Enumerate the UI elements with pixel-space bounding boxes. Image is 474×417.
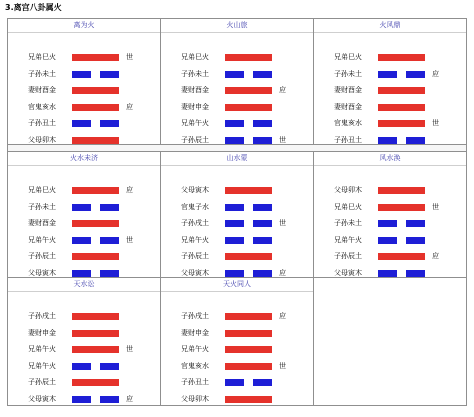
yao-label: 子孙戌土 bbox=[181, 219, 209, 227]
yao-line bbox=[161, 50, 313, 66]
yao-label: 兄弟巳火 bbox=[334, 53, 362, 61]
hexagram-title: 天火同人 bbox=[161, 278, 313, 292]
shi-ying-mark: 应 bbox=[279, 268, 286, 277]
shi-ying-mark: 世 bbox=[432, 202, 439, 211]
yao-line bbox=[161, 83, 313, 99]
yao-line bbox=[314, 100, 466, 116]
yin-line-bar-left bbox=[225, 237, 244, 244]
yao-line bbox=[314, 266, 466, 278]
yao-line bbox=[8, 375, 160, 391]
yao-label: 兄弟巳火 bbox=[334, 202, 362, 211]
yang-line-bar bbox=[225, 363, 272, 370]
yin-line-bar-left bbox=[72, 396, 91, 403]
hexagram-cell bbox=[161, 278, 314, 405]
yang-line-bar bbox=[72, 220, 119, 227]
hexagram-title: 火山旅 bbox=[161, 19, 313, 33]
yao-line bbox=[8, 392, 160, 406]
yao-label: 子孙辰土 bbox=[181, 252, 209, 260]
shi-ying-mark: 应 bbox=[279, 312, 286, 320]
yin-line-bar-right bbox=[253, 379, 272, 386]
yin-line-bar-left bbox=[72, 71, 91, 78]
yao-label: 子孙辰土 bbox=[181, 135, 209, 144]
yao-label: 官鬼亥水 bbox=[28, 102, 56, 111]
yao-line bbox=[8, 233, 160, 249]
yin-line-bar-right bbox=[406, 237, 425, 244]
yang-line-bar bbox=[225, 187, 272, 194]
yang-line-bar bbox=[378, 104, 425, 111]
yin-line-bar-left bbox=[72, 270, 91, 277]
yao-line bbox=[161, 249, 313, 265]
yao-label: 兄弟巳火 bbox=[28, 53, 56, 61]
yin-line-bar-right bbox=[253, 71, 272, 78]
yao-label: 父母寅木 bbox=[181, 268, 209, 277]
yin-line-bar-left bbox=[225, 270, 244, 277]
yang-line-bar bbox=[72, 253, 119, 260]
yao-line bbox=[8, 183, 160, 199]
yao-line bbox=[8, 309, 160, 325]
yin-line-bar-left bbox=[225, 120, 244, 127]
shi-ying-mark: 应 bbox=[432, 252, 439, 260]
yin-line-bar-right bbox=[406, 220, 425, 227]
hexagram-title: 风水涣 bbox=[314, 152, 466, 166]
shi-ying-mark: 应 bbox=[432, 69, 439, 78]
yao-line bbox=[161, 133, 313, 145]
yao-line bbox=[161, 359, 313, 375]
yao-label: 兄弟午火 bbox=[181, 119, 209, 127]
yang-line-bar bbox=[72, 137, 119, 144]
yao-line bbox=[8, 359, 160, 375]
shi-ying-mark: 应 bbox=[126, 394, 133, 403]
row-separator bbox=[8, 145, 466, 152]
hexagram-row-2 bbox=[8, 152, 466, 278]
yao-label: 官鬼亥水 bbox=[334, 119, 362, 127]
hexagram-title: 山水蒙 bbox=[161, 152, 313, 166]
yang-line-bar bbox=[378, 120, 425, 127]
yao-line bbox=[314, 233, 466, 249]
yao-line bbox=[314, 83, 466, 99]
yao-label: 子孙未土 bbox=[334, 219, 362, 227]
yao-label: 子孙丑土 bbox=[334, 135, 362, 144]
yao-label: 父母卯木 bbox=[28, 135, 56, 144]
yin-line-bar-right bbox=[253, 220, 272, 227]
yin-line-bar-right bbox=[253, 137, 272, 144]
yang-line-bar bbox=[225, 330, 272, 337]
yin-line-bar-right bbox=[100, 120, 119, 127]
yin-line-bar-right bbox=[100, 396, 119, 403]
page-title: 3.离宫八卦属火 bbox=[5, 3, 62, 12]
yang-line-bar bbox=[225, 313, 272, 320]
yao-line bbox=[8, 133, 160, 145]
yao-line bbox=[8, 249, 160, 265]
yao-label: 子孙丑土 bbox=[181, 378, 209, 386]
hexagram-row-1 bbox=[8, 19, 466, 145]
empty-cell bbox=[314, 278, 466, 405]
yin-line-bar-right bbox=[406, 137, 425, 144]
yin-line-bar-left bbox=[72, 363, 91, 370]
yang-line-bar bbox=[72, 330, 119, 337]
hexagram-grid bbox=[7, 18, 467, 406]
yin-line-bar-left bbox=[225, 379, 244, 386]
yao-line bbox=[161, 67, 313, 83]
hexagram-cell bbox=[314, 152, 466, 277]
yao-label: 妻财酉金 bbox=[28, 219, 56, 227]
yao-line bbox=[161, 183, 313, 199]
yin-line-bar-left bbox=[378, 237, 397, 244]
hexagram-cell bbox=[161, 152, 314, 277]
shi-ying-mark: 世 bbox=[279, 361, 286, 370]
yin-line-bar-left bbox=[378, 270, 397, 277]
shi-ying-mark: 应 bbox=[279, 86, 286, 94]
shi-ying-mark: 世 bbox=[279, 135, 286, 144]
yao-line bbox=[314, 249, 466, 265]
yao-line bbox=[314, 67, 466, 83]
yin-line-bar-left bbox=[225, 204, 244, 211]
yin-line-bar-right bbox=[100, 204, 119, 211]
yao-label: 兄弟午火 bbox=[334, 235, 362, 244]
yao-label: 子孙丑土 bbox=[28, 119, 56, 127]
yao-label: 兄弟午火 bbox=[28, 345, 56, 353]
yang-line-bar bbox=[225, 54, 272, 61]
yao-line bbox=[8, 116, 160, 132]
yao-line bbox=[161, 233, 313, 249]
shi-ying-mark: 应 bbox=[126, 102, 133, 111]
yang-line-bar bbox=[72, 346, 119, 353]
yang-line-bar bbox=[378, 204, 425, 211]
yao-line bbox=[314, 216, 466, 232]
hexagram-title: 天水讼 bbox=[8, 278, 160, 292]
yao-label: 妻财酉金 bbox=[28, 86, 56, 94]
yao-line bbox=[314, 200, 466, 216]
yin-line-bar-right bbox=[253, 237, 272, 244]
yao-label: 妻财酉金 bbox=[334, 86, 362, 94]
yao-label: 兄弟午火 bbox=[28, 361, 56, 370]
yao-line bbox=[314, 116, 466, 132]
yao-line bbox=[8, 200, 160, 216]
yao-line bbox=[161, 216, 313, 232]
shi-ying-mark: 世 bbox=[126, 345, 133, 353]
yao-label: 妻财酉金 bbox=[334, 102, 362, 111]
shi-ying-mark: 世 bbox=[432, 119, 439, 127]
yin-line-bar-right bbox=[253, 204, 272, 211]
yao-label: 子孙戌土 bbox=[28, 312, 56, 320]
yang-line-bar bbox=[72, 187, 119, 194]
yao-label: 子孙戌土 bbox=[181, 312, 209, 320]
yin-line-bar-left bbox=[378, 220, 397, 227]
yin-line-bar-right bbox=[100, 71, 119, 78]
yang-line-bar bbox=[225, 346, 272, 353]
yao-label: 兄弟巳火 bbox=[181, 53, 209, 61]
yin-line-bar-right bbox=[100, 270, 119, 277]
yao-line bbox=[8, 100, 160, 116]
yang-line-bar bbox=[225, 87, 272, 94]
yao-label: 兄弟午火 bbox=[28, 235, 56, 244]
yao-line bbox=[161, 392, 313, 406]
shi-ying-mark: 世 bbox=[126, 53, 133, 61]
shi-ying-mark: 世 bbox=[279, 219, 286, 227]
shi-ying-mark: 世 bbox=[126, 235, 133, 244]
hexagram-cell bbox=[161, 19, 314, 144]
yao-label: 父母寅木 bbox=[181, 186, 209, 194]
yao-label: 父母卯木 bbox=[181, 394, 209, 403]
hexagram-cell bbox=[314, 19, 466, 144]
yin-line-bar-left bbox=[378, 137, 397, 144]
yao-label: 父母寅木 bbox=[28, 268, 56, 277]
yao-label: 妻财申金 bbox=[28, 328, 56, 337]
yao-line bbox=[8, 326, 160, 342]
yao-line bbox=[161, 326, 313, 342]
yao-line bbox=[8, 266, 160, 278]
yao-label: 兄弟午火 bbox=[181, 235, 209, 244]
hexagram-row-3 bbox=[8, 278, 466, 405]
yao-line bbox=[8, 342, 160, 358]
yang-line-bar bbox=[72, 54, 119, 61]
yin-line-bar-left bbox=[72, 237, 91, 244]
yao-label: 子孙未土 bbox=[28, 202, 56, 211]
yin-line-bar-left bbox=[225, 220, 244, 227]
yao-label: 子孙未土 bbox=[28, 69, 56, 78]
yao-line bbox=[8, 67, 160, 83]
hexagram-cell bbox=[8, 278, 161, 405]
yao-line bbox=[161, 200, 313, 216]
yao-label: 妻财酉金 bbox=[181, 86, 209, 94]
yin-line-bar-right bbox=[406, 270, 425, 277]
yao-line bbox=[314, 183, 466, 199]
hexagram-title: 火水未济 bbox=[8, 152, 160, 166]
yao-label: 兄弟午火 bbox=[181, 345, 209, 353]
yao-label: 子孙未土 bbox=[181, 69, 209, 78]
yang-line-bar bbox=[72, 379, 119, 386]
yin-line-bar-right bbox=[100, 363, 119, 370]
yin-line-bar-left bbox=[72, 120, 91, 127]
yao-label: 子孙未土 bbox=[334, 69, 362, 78]
yao-label: 父母寅木 bbox=[28, 394, 56, 403]
yao-label: 兄弟巳火 bbox=[28, 186, 56, 194]
hexagram-title: 离为火 bbox=[8, 19, 160, 33]
yin-line-bar-right bbox=[253, 270, 272, 277]
yin-line-bar-left bbox=[225, 71, 244, 78]
yao-line bbox=[8, 216, 160, 232]
yang-line-bar bbox=[378, 187, 425, 194]
yin-line-bar-left bbox=[378, 71, 397, 78]
yao-line bbox=[161, 309, 313, 325]
yao-label: 子孙辰土 bbox=[28, 252, 56, 260]
yao-line bbox=[161, 116, 313, 132]
yin-line-bar-right bbox=[100, 237, 119, 244]
yin-line-bar-right bbox=[406, 71, 425, 78]
hexagram-cell bbox=[8, 19, 161, 144]
yao-label: 官鬼子水 bbox=[181, 202, 209, 211]
yao-line bbox=[314, 50, 466, 66]
yao-line bbox=[161, 375, 313, 391]
yang-line-bar bbox=[72, 87, 119, 94]
yao-label: 官鬼亥水 bbox=[181, 361, 209, 370]
yang-line-bar bbox=[225, 253, 272, 260]
yang-line-bar bbox=[225, 396, 272, 403]
yao-label: 父母寅木 bbox=[334, 268, 362, 277]
yao-line bbox=[8, 50, 160, 66]
yang-line-bar bbox=[72, 104, 119, 111]
yin-line-bar-right bbox=[253, 120, 272, 127]
yao-line bbox=[314, 133, 466, 145]
yin-line-bar-left bbox=[72, 204, 91, 211]
shi-ying-mark: 应 bbox=[126, 186, 133, 194]
yao-line bbox=[161, 100, 313, 116]
hexagram-cell bbox=[8, 152, 161, 277]
yao-line bbox=[161, 266, 313, 278]
yang-line-bar bbox=[72, 313, 119, 320]
yao-label: 子孙辰土 bbox=[28, 378, 56, 386]
yao-line bbox=[8, 83, 160, 99]
yang-line-bar bbox=[378, 87, 425, 94]
yang-line-bar bbox=[225, 104, 272, 111]
yao-line bbox=[161, 342, 313, 358]
yang-line-bar bbox=[378, 253, 425, 260]
yao-label: 父母卯木 bbox=[334, 186, 362, 194]
yao-label: 子孙辰土 bbox=[334, 252, 362, 260]
yang-line-bar bbox=[378, 54, 425, 61]
yin-line-bar-left bbox=[225, 137, 244, 144]
hexagram-title: 火风鼎 bbox=[314, 19, 466, 33]
yao-label: 妻财申金 bbox=[181, 102, 209, 111]
yao-label: 妻财申金 bbox=[181, 328, 209, 337]
